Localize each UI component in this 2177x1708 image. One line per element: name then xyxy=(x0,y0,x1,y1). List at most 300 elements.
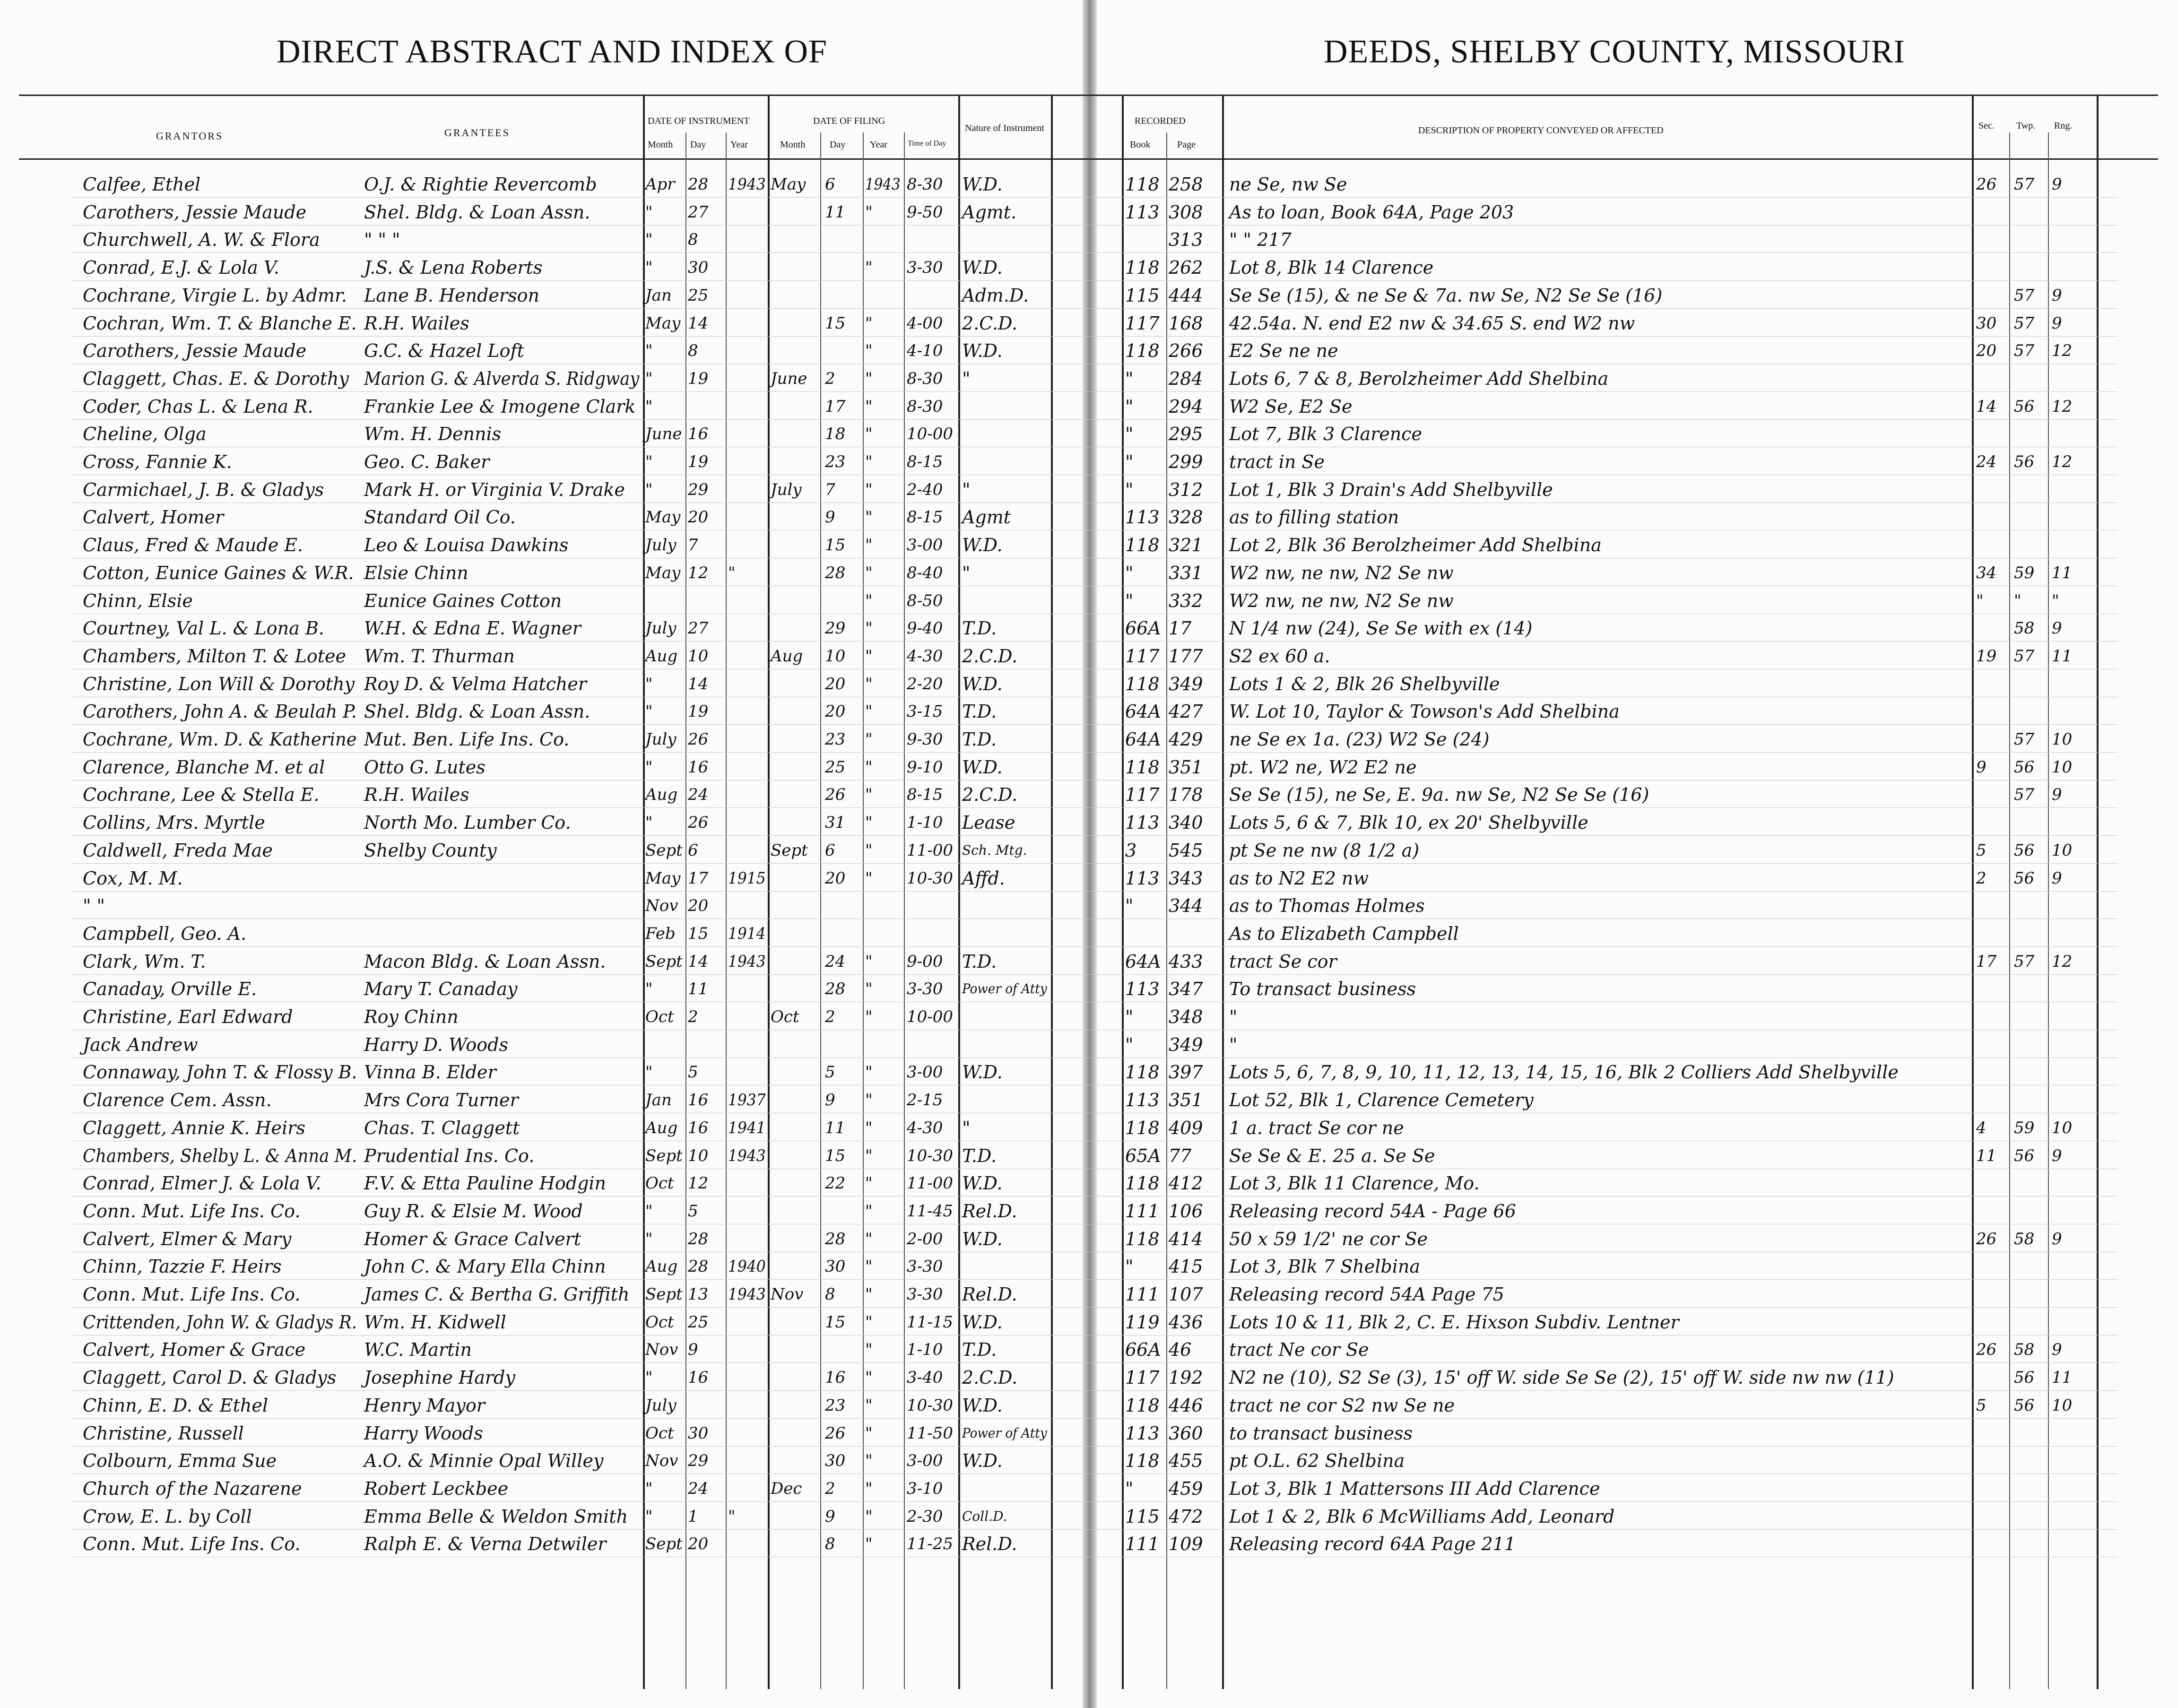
cell-nature: Coll.D. xyxy=(962,1508,1007,1524)
cell-grantor: Cochrane, Lee & Stella E. xyxy=(83,784,320,806)
cell-inst-month: Jan xyxy=(645,286,672,305)
cell-book: " xyxy=(1125,396,1134,417)
cell-fil-year: " xyxy=(865,1063,873,1082)
cell-page: 409 xyxy=(1169,1117,1203,1138)
cell-fil-year: " xyxy=(865,1146,873,1165)
cell-book: 64A xyxy=(1125,729,1161,750)
cell-fil-year: " xyxy=(865,1201,873,1221)
cell-twp: 57 xyxy=(2014,286,2035,305)
cell-inst-month: May xyxy=(645,868,681,888)
cell-rng: 12 xyxy=(2052,952,2073,971)
cell-fil-day: 6 xyxy=(825,175,835,194)
cell-inst-year: 1943 xyxy=(728,175,766,194)
page-header: Page xyxy=(1177,139,1196,150)
cell-time: 1-10 xyxy=(907,813,943,832)
cell-rng: 9 xyxy=(2052,313,2062,333)
cell-page: 77 xyxy=(1169,1145,1192,1166)
cell-description: N2 ne (10), S2 Se (3), 15' off W. side Se Se (2), 15' off W. side nw nw (11) xyxy=(1229,1367,1894,1388)
cell-nature: T.D. xyxy=(962,729,997,750)
cell-inst-day: 25 xyxy=(688,1312,709,1332)
cell-rng: 10 xyxy=(2052,730,2073,749)
cell-description: W2 nw, ne nw, N2 Se nw xyxy=(1229,590,1454,611)
cell-inst-month: " xyxy=(645,813,653,832)
cell-inst-month: Oct xyxy=(645,1007,674,1026)
cell-grantee: " " " xyxy=(364,229,400,251)
cell-description: tract ne cor S2 nw Se ne xyxy=(1229,1395,1455,1416)
cell-description: Lot 8, Blk 14 Clarence xyxy=(1229,257,1434,278)
cell-grantee: Ralph E. & Verna Detwiler xyxy=(364,1534,607,1555)
cell-inst-day: 8 xyxy=(688,230,698,250)
cell-inst-month: Aug xyxy=(645,1257,678,1276)
cell-rng: 9 xyxy=(2052,286,2062,305)
cell-time: 11-00 xyxy=(907,841,954,860)
cell-inst-month: " xyxy=(645,1063,653,1082)
cell-page: 313 xyxy=(1169,229,1203,251)
cell-inst-day: 28 xyxy=(688,1229,709,1248)
cell-page: 427 xyxy=(1169,701,1203,722)
row-rule xyxy=(71,974,2118,975)
cell-grantee: Geo. C. Baker xyxy=(364,451,490,472)
cell-description: pt Se ne nw (8 1/2 a) xyxy=(1229,840,1420,861)
cell-grantee: W.C. Martin xyxy=(364,1339,472,1361)
month-header: Month xyxy=(648,139,673,150)
cell-book: 118 xyxy=(1125,1062,1160,1083)
cell-fil-day: 15 xyxy=(825,313,846,333)
cell-rng: " xyxy=(2052,591,2059,610)
cell-description: tract Se cor xyxy=(1229,951,1337,972)
cell-time: 11-15 xyxy=(907,1312,954,1332)
cell-page: 299 xyxy=(1169,451,1203,472)
cell-twp: 56 xyxy=(2014,1368,2035,1387)
column-rule xyxy=(1051,95,1053,1689)
cell-grantor: Cochran, Wm. T. & Blanche E. xyxy=(83,312,357,334)
cell-grantee: J.S. & Lena Roberts xyxy=(364,257,543,278)
row-rule xyxy=(71,1446,2118,1447)
cell-fil-year: " xyxy=(865,480,873,499)
cell-rng: 9 xyxy=(2052,1229,2062,1248)
cell-page: 258 xyxy=(1169,174,1203,195)
cell-description: ne Se ex 1a. (23) W2 Se (24) xyxy=(1229,729,1490,750)
cell-book: 66A xyxy=(1125,1339,1161,1361)
cell-nature: 2.C.D. xyxy=(962,312,1018,334)
cell-page: 332 xyxy=(1169,590,1203,611)
cell-twp: 57 xyxy=(2014,341,2035,361)
cell-fil-year: " xyxy=(865,1507,873,1526)
cell-time: 8-15 xyxy=(907,452,943,471)
column-rule xyxy=(1122,95,1124,1689)
cell-time: 3-15 xyxy=(907,702,943,721)
cell-inst-month: " xyxy=(645,757,653,777)
cell-description: To transact business xyxy=(1229,979,1416,1000)
cell-rng: 10 xyxy=(2052,1396,2073,1415)
cell-grantor: Cochrane, Virgie L. by Admr. xyxy=(83,285,347,306)
cell-nature: Rel.D. xyxy=(962,1284,1017,1305)
cell-grantee: James C. & Bertha G. Griffith xyxy=(364,1284,630,1305)
cell-time: 10-30 xyxy=(907,868,954,888)
cell-grantor: Chambers, Shelby L. & Anna M. xyxy=(83,1145,357,1166)
cell-grantor: Jack Andrew xyxy=(83,1034,198,1055)
cell-book: 118 xyxy=(1125,1228,1160,1249)
cell-inst-year: 1915 xyxy=(728,868,766,888)
cell-grantor: " " xyxy=(83,895,105,917)
cell-fil-year: " xyxy=(865,313,873,333)
cell-grantee: Shel. Bldg. & Loan Assn. xyxy=(364,201,590,223)
cell-inst-month: " xyxy=(645,202,653,222)
row-rule xyxy=(71,891,2118,892)
cell-fil-day: 20 xyxy=(825,702,846,721)
cell-inst-day: 16 xyxy=(688,757,709,777)
cell-grantee: Roy D. & Velma Hatcher xyxy=(364,673,587,694)
cell-fil-year: " xyxy=(865,341,873,361)
cell-book: " xyxy=(1125,1034,1134,1055)
cell-fil-day: 8 xyxy=(825,1285,835,1304)
cell-twp: 57 xyxy=(2014,952,2035,971)
cell-fil-day: 6 xyxy=(825,841,835,860)
cell-book: 118 xyxy=(1125,756,1160,778)
cell-time: 8-15 xyxy=(907,508,943,527)
cell-grantee: Standard Oil Co. xyxy=(364,507,516,528)
cell-fil-year: " xyxy=(865,1174,873,1193)
row-rule xyxy=(71,1418,2118,1419)
cell-fil-day: 20 xyxy=(825,868,846,888)
cell-inst-day: 20 xyxy=(688,1535,709,1554)
cell-fil-year: " xyxy=(865,1091,873,1110)
cell-fil-day: 23 xyxy=(825,1396,846,1415)
cell-book: 117 xyxy=(1125,312,1160,334)
cell-grantor: Chinn, E. D. & Ethel xyxy=(83,1395,269,1416)
cell-time: 8-30 xyxy=(907,397,943,416)
cell-rng: 10 xyxy=(2052,841,2073,860)
cell-inst-day: 15 xyxy=(688,924,709,943)
cell-inst-month: May xyxy=(645,313,681,333)
cell-grantor: Claus, Fred & Maude E. xyxy=(83,535,304,556)
cell-inst-month: Nov xyxy=(645,1451,678,1471)
cell-inst-month: Oct xyxy=(645,1423,674,1443)
cell-inst-day: 24 xyxy=(688,785,709,805)
cell-page: 444 xyxy=(1169,285,1203,306)
cell-sec: 34 xyxy=(1976,563,1997,582)
cell-sec: 14 xyxy=(1976,397,1997,416)
cell-rng: 9 xyxy=(2052,175,2062,194)
cell-inst-day: 13 xyxy=(688,1285,709,1304)
cell-fil-year: " xyxy=(865,1451,873,1471)
date-of-filing-header: DATE OF FILING xyxy=(813,116,885,126)
cell-fil-day: 30 xyxy=(825,1451,846,1471)
cell-page: 348 xyxy=(1169,1006,1203,1027)
cell-nature: T.D. xyxy=(962,701,997,722)
cell-fil-year: " xyxy=(865,868,873,888)
cell-inst-day: 2 xyxy=(688,1007,698,1026)
cell-inst-month: " xyxy=(645,1507,653,1526)
cell-grantor: Canaday, Orville E. xyxy=(83,979,257,1000)
cell-description: tract Ne cor Se xyxy=(1229,1339,1369,1361)
cell-time: 3-00 xyxy=(907,536,943,555)
cell-nature: W.D. xyxy=(962,535,1003,556)
cell-page: 109 xyxy=(1169,1534,1203,1555)
cell-grantor: Church of the Nazarene xyxy=(83,1478,302,1499)
cell-grantor: Carmichael, J. B. & Gladys xyxy=(83,479,324,500)
cell-grantee: Frankie Lee & Imogene Clark xyxy=(364,396,636,417)
cell-fil-day: 5 xyxy=(825,1063,835,1082)
cell-twp: 56 xyxy=(2014,452,2035,471)
cell-time: 3-10 xyxy=(907,1479,943,1498)
cell-fil-year: " xyxy=(865,1312,873,1332)
cell-grantee: Emma Belle & Weldon Smith xyxy=(364,1506,628,1527)
cell-page: 429 xyxy=(1169,729,1203,750)
cell-book: 64A xyxy=(1125,951,1161,972)
cell-inst-day: 19 xyxy=(688,702,709,721)
cell-description: 42.54a. N. end E2 nw & 34.65 S. end W2 nw xyxy=(1229,312,1635,334)
cell-inst-day: 29 xyxy=(688,480,709,499)
cell-time: 2-20 xyxy=(907,674,943,694)
cell-inst-month: " xyxy=(645,1368,653,1387)
cell-description: As to Elizabeth Campbell xyxy=(1229,923,1459,944)
cell-grantee: Elsie Chinn xyxy=(364,562,468,583)
cell-page: 262 xyxy=(1169,257,1203,278)
cell-grantee: W.H. & Edna E. Wagner xyxy=(364,618,581,639)
right-title: DEEDS, SHELBY COUNTY, MISSOURI xyxy=(1324,34,1905,70)
cell-description: " xyxy=(1229,1006,1238,1027)
cell-grantee: Robert Leckbee xyxy=(364,1478,509,1499)
cell-time: 11-00 xyxy=(907,1174,954,1193)
cell-page: 436 xyxy=(1169,1311,1203,1333)
cell-inst-day: 11 xyxy=(688,980,709,999)
cell-inst-day: 14 xyxy=(688,674,709,694)
cell-fil-year: " xyxy=(865,1118,873,1137)
cell-grantor: Cross, Fannie K. xyxy=(83,451,232,472)
cell-nature: W.D. xyxy=(962,1311,1003,1333)
cell-inst-year: 1943 xyxy=(728,1146,766,1165)
cell-fil-year: " xyxy=(865,841,873,860)
cell-inst-day: 10 xyxy=(688,646,709,666)
cell-fil-day: 29 xyxy=(825,619,846,638)
cell-fil-day: 15 xyxy=(825,536,846,555)
cell-book: 111 xyxy=(1125,1200,1160,1222)
cell-grantor: Carothers, Jessie Maude xyxy=(83,201,307,223)
cell-fil-month: July xyxy=(771,480,802,499)
row-rule xyxy=(71,752,2118,753)
cell-fil-day: 2 xyxy=(825,1479,835,1498)
cell-inst-month: Aug xyxy=(645,1118,678,1137)
cell-fil-year: " xyxy=(865,1535,873,1554)
cell-book: 111 xyxy=(1125,1534,1160,1555)
cell-book: " xyxy=(1125,1478,1134,1499)
cell-inst-day: 7 xyxy=(688,536,698,555)
filing-month-header: Month xyxy=(780,139,806,150)
column-rule xyxy=(904,132,905,1689)
cell-description: as to Thomas Holmes xyxy=(1229,895,1425,917)
cell-book: 113 xyxy=(1125,1090,1160,1111)
cell-fil-year: " xyxy=(865,452,873,471)
grantees-header: GRANTEES xyxy=(444,127,510,139)
cell-nature: W.D. xyxy=(962,756,1003,778)
cell-fil-day: 9 xyxy=(825,1507,835,1526)
cell-grantor: Conn. Mut. Life Ins. Co. xyxy=(83,1200,301,1222)
cell-inst-day: 9 xyxy=(688,1340,698,1360)
rng-header: Rng. xyxy=(2054,121,2073,131)
cell-twp: 58 xyxy=(2014,1340,2035,1360)
cell-inst-year: 1941 xyxy=(728,1118,766,1137)
cell-inst-month: Nov xyxy=(645,1340,678,1360)
cell-time: 4-30 xyxy=(907,1118,943,1137)
cell-book: 66A xyxy=(1125,618,1161,639)
cell-twp: 58 xyxy=(2014,1229,2035,1248)
cell-page: 294 xyxy=(1169,396,1203,417)
cell-page: 106 xyxy=(1169,1200,1203,1222)
cell-inst-month: Feb xyxy=(645,924,676,943)
cell-nature: Sch. Mtg. xyxy=(962,842,1027,858)
cell-twp: 56 xyxy=(2014,841,2035,860)
cell-rng: 12 xyxy=(2052,341,2073,361)
cell-sec: 9 xyxy=(1976,757,1986,777)
cell-fil-day: 15 xyxy=(825,1146,846,1165)
row-rule xyxy=(71,336,2118,337)
cell-time: 3-00 xyxy=(907,1063,943,1082)
cell-nature: W.D. xyxy=(962,1395,1003,1416)
column-rule xyxy=(643,95,645,1689)
cell-grantee: A.O. & Minnie Opal Willey xyxy=(364,1450,604,1472)
twp-header: Twp. xyxy=(2016,121,2036,131)
cell-twp: 56 xyxy=(2014,1146,2035,1165)
cell-description: Lot 2, Blk 36 Berolzheimer Add Shelbina xyxy=(1229,535,1602,556)
cell-grantor: Claggett, Carol D. & Gladys xyxy=(83,1367,337,1388)
cell-fil-day: 17 xyxy=(825,397,846,416)
cell-time: 9-50 xyxy=(907,202,943,222)
cell-fil-day: 22 xyxy=(825,1174,846,1193)
cell-nature: Agmt. xyxy=(962,201,1017,223)
cell-page: 168 xyxy=(1169,312,1203,334)
cell-grantee: Wm. T. Thurman xyxy=(364,645,515,667)
cell-grantee: Roy Chinn xyxy=(364,1006,459,1027)
cell-description: " " 217 xyxy=(1229,229,1292,251)
cell-book: 118 xyxy=(1125,340,1160,362)
cell-inst-month: Jan xyxy=(645,1091,672,1110)
cell-grantee: Marion G. & Alverda S. Ridgway xyxy=(364,368,640,389)
cell-page: 340 xyxy=(1169,812,1203,833)
cell-book: 118 xyxy=(1125,174,1160,195)
cell-inst-month: " xyxy=(645,480,653,499)
cell-description: Lots 1 & 2, Blk 26 Shelbyville xyxy=(1229,673,1500,694)
cell-inst-month: " xyxy=(645,702,653,721)
cell-grantor: Clarence, Blanche M. et al xyxy=(83,756,325,778)
cell-inst-day: 26 xyxy=(688,730,709,749)
cell-description: " xyxy=(1229,1034,1238,1055)
cell-page: 414 xyxy=(1169,1228,1203,1249)
column-rule xyxy=(1166,132,1167,1689)
cell-fil-month: Sept xyxy=(771,841,808,860)
cell-page: 446 xyxy=(1169,1395,1203,1416)
cell-twp: 56 xyxy=(2014,868,2035,888)
cell-inst-day: 6 xyxy=(688,841,698,860)
cell-fil-year: " xyxy=(865,202,873,222)
cell-grantor: Clark, Wm. T. xyxy=(83,951,206,972)
cell-page: 349 xyxy=(1169,1034,1203,1055)
column-rule xyxy=(820,132,821,1689)
cell-inst-month: " xyxy=(645,980,653,999)
row-rule xyxy=(71,1279,2118,1280)
cell-nature: 2.C.D. xyxy=(962,1367,1018,1388)
cell-fil-month: June xyxy=(771,369,807,388)
cell-time: 2-30 xyxy=(907,1507,943,1526)
cell-page: 433 xyxy=(1169,951,1203,972)
column-rule xyxy=(768,95,770,1689)
cell-grantor: Clarence Cem. Assn. xyxy=(83,1090,272,1111)
cell-nature: W.D. xyxy=(962,1450,1003,1472)
cell-description: S2 ex 60 a. xyxy=(1229,645,1330,667)
cell-fil-day: 20 xyxy=(825,674,846,694)
cell-description: E2 Se ne ne xyxy=(1229,340,1338,362)
cell-page: 412 xyxy=(1169,1173,1203,1194)
cell-time: 8-40 xyxy=(907,563,943,582)
cell-fil-day: 8 xyxy=(825,1535,835,1554)
cell-page: 178 xyxy=(1169,784,1203,806)
cell-description: N 1/4 nw (24), Se Se with ex (14) xyxy=(1229,618,1533,639)
cell-fil-year: " xyxy=(865,1396,873,1415)
cell-grantee: Shel. Bldg. & Loan Assn. xyxy=(364,701,590,722)
column-rule xyxy=(726,132,727,1689)
cell-page: 284 xyxy=(1169,368,1203,389)
cell-nature: T.D. xyxy=(962,618,997,639)
cell-grantee: Wm. H. Kidwell xyxy=(364,1311,506,1333)
cell-nature: " xyxy=(962,562,971,583)
cell-book: 118 xyxy=(1125,257,1160,278)
cell-description: W. Lot 10, Taylor & Towson's Add Shelbina xyxy=(1229,701,1620,722)
cell-page: 347 xyxy=(1169,979,1203,1000)
cell-page: 17 xyxy=(1169,618,1192,639)
cell-page: 321 xyxy=(1169,535,1203,556)
cell-rng: 11 xyxy=(2052,563,2073,582)
cell-time: 4-00 xyxy=(907,313,943,333)
cell-book: 113 xyxy=(1125,867,1160,889)
cell-book: 113 xyxy=(1125,201,1160,223)
row-rule xyxy=(71,641,2118,642)
row-rule xyxy=(71,197,2118,198)
date-of-instrument-header: DATE OF INSTRUMENT xyxy=(648,116,750,126)
cell-nature: W.D. xyxy=(962,257,1003,278)
cell-grantee: Mark H. or Virginia V. Drake xyxy=(364,479,625,500)
cell-inst-day: 5 xyxy=(688,1063,698,1082)
row-rule xyxy=(71,419,2118,420)
cell-page: 472 xyxy=(1169,1506,1203,1527)
cell-page: 397 xyxy=(1169,1062,1203,1083)
cell-nature: Power of Atty xyxy=(962,1425,1047,1441)
cell-grantee: R.H. Wailes xyxy=(364,312,469,334)
cell-inst-day: 14 xyxy=(688,952,709,971)
cell-grantor: Cox, M. M. xyxy=(83,867,183,889)
cell-page: 328 xyxy=(1169,507,1203,528)
cell-grantor: Cheline, Olga xyxy=(83,424,207,445)
cell-fil-day: 28 xyxy=(825,1229,846,1248)
cell-nature: Agmt xyxy=(962,507,1011,528)
cell-rng: 9 xyxy=(2052,1146,2062,1165)
cell-inst-month: Sept xyxy=(645,952,683,971)
cell-page: 344 xyxy=(1169,895,1203,917)
cell-time: 10-00 xyxy=(907,1007,954,1026)
cell-grantor: Conn. Mut. Life Ins. Co. xyxy=(83,1534,301,1555)
cell-inst-month: July xyxy=(645,1396,677,1415)
cell-inst-year: 1943 xyxy=(728,952,766,971)
cell-inst-year: 1940 xyxy=(728,1257,766,1276)
cell-book: 118 xyxy=(1125,535,1160,556)
cell-grantee: Harry Woods xyxy=(364,1422,483,1444)
cell-book: " xyxy=(1125,451,1134,472)
left-title: DIRECT ABSTRACT AND INDEX OF xyxy=(277,34,827,70)
cell-fil-year: " xyxy=(865,813,873,832)
cell-fil-year: " xyxy=(865,1229,873,1248)
cell-inst-month: May xyxy=(645,563,681,582)
cell-twp: 57 xyxy=(2014,646,2035,666)
cell-fil-day: 23 xyxy=(825,452,846,471)
